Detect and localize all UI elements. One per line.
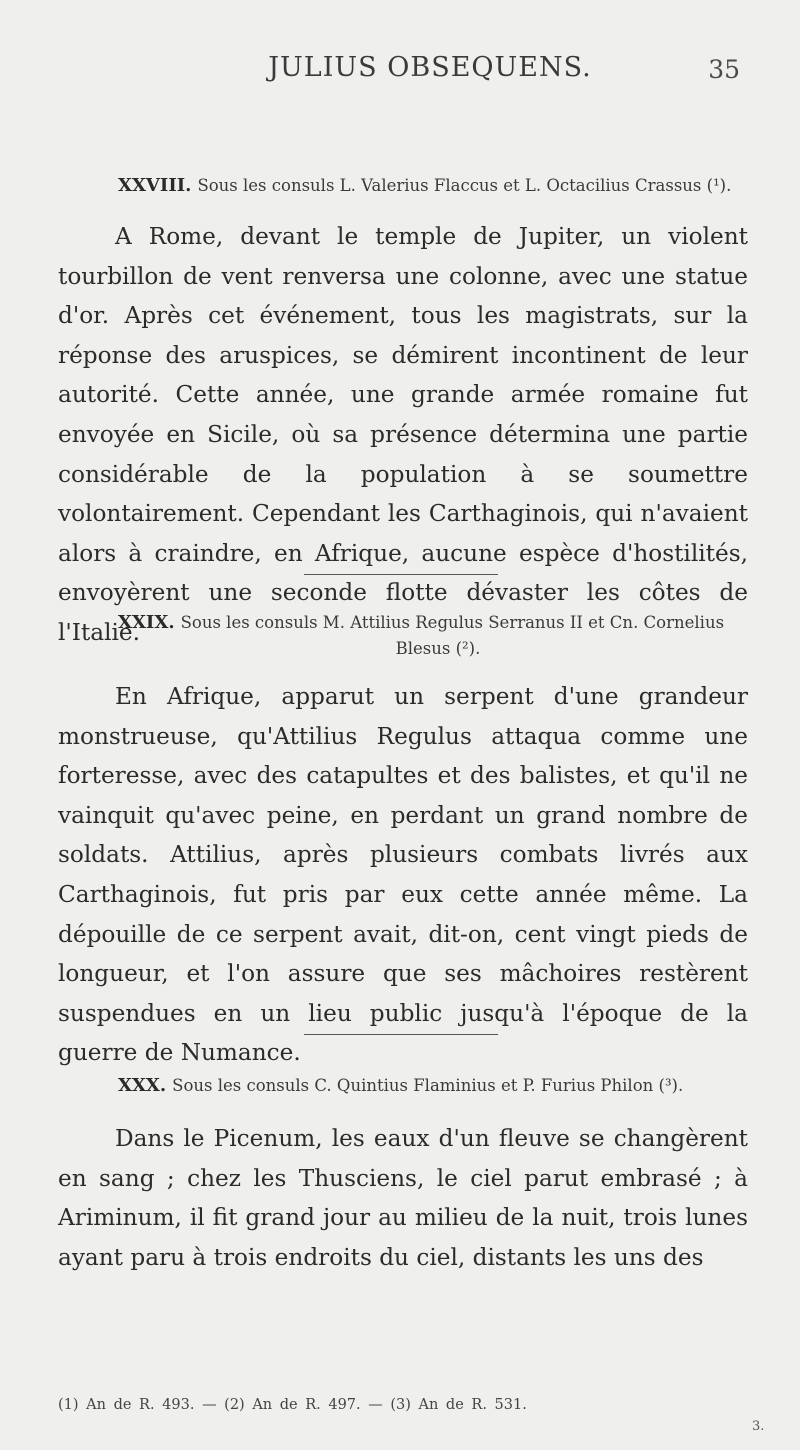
running-title: JULIUS OBSEQUENS. xyxy=(268,52,592,83)
section-heading-continuation: Blesus (²). xyxy=(395,639,481,658)
section-heading-text: Sous les consuls L. Valerius Flaccus et L. Octacilius Crassus (¹). xyxy=(197,176,732,195)
section-paragraph-28: A Rome, devant le temple de Jupiter, un violent tourbillon de vent renversa une colonne, avec une statue d'or. Après cet événement, tous les magistrats, sur la réponse des aruspices, se démirent incontinent de leur autorité. Cette année, une grande armée romaine fut envoyée en Sicile, où sa présence détermina une partie considérable de la population à se soumettre volontairement. Cependant les Carthaginois, qui n'avaient alors à craindre, en Afrique, aucune espèce d'hostilités, envoyèrent une seconde flotte dévaster les côtes de l'Italie. xyxy=(58,223,748,646)
section-number: XXVIII. xyxy=(118,175,192,196)
section-paragraph-29: En Afrique, apparut un serpent d'une grandeur monstrueuse, qu'Attilius Regulus attaqua comme une forteresse, avec des catapultes et des balistes, et qu'il ne vainquit qu'avec peine, en perdant un grand nombre de soldats. Attilius, après plusieurs combats livrés aux Carthaginois, fut pris par eux cette année même. La dépouille de ce serpent avait, dit-on, cent vingt pieds de longueur, et l'on assure que ses mâchoires restèrent suspendues en un lieu public jusqu'à l'époque de la guerre de Numance. xyxy=(58,683,748,1067)
page-number: 35 xyxy=(708,55,740,84)
section-number: XXX. xyxy=(118,1075,167,1096)
section-heading-text: Sous les consuls C. Quintius Flaminius et P. Furius Philon (³). xyxy=(172,1076,684,1095)
footnotes: (1) An de R. 493. — (2) An de R. 497. — (3) An de R. 531. xyxy=(58,1397,527,1413)
section-heading-28 xyxy=(118,173,758,199)
section-paragraph-30: Dans le Picenum, les eaux d'un fleuve se changèrent en sang ; chez les Thusciens, le ciel parut embrasé ; à Ariminum, il fit grand jour au milieu de la nuit, trois lunes ayant paru à trois endroits du ciel, distants les uns des xyxy=(58,1125,748,1271)
section-heading-29 xyxy=(118,610,758,662)
section-heading-text: Sous les consuls M. Attilius Regulus Serranus II et Cn. Cornelius xyxy=(180,613,725,632)
section-number: XXIX. xyxy=(118,612,175,633)
signature-mark: 3. xyxy=(752,1419,765,1434)
section-heading-30 xyxy=(118,1073,758,1099)
section-divider xyxy=(304,1034,498,1035)
section-divider xyxy=(304,574,498,575)
